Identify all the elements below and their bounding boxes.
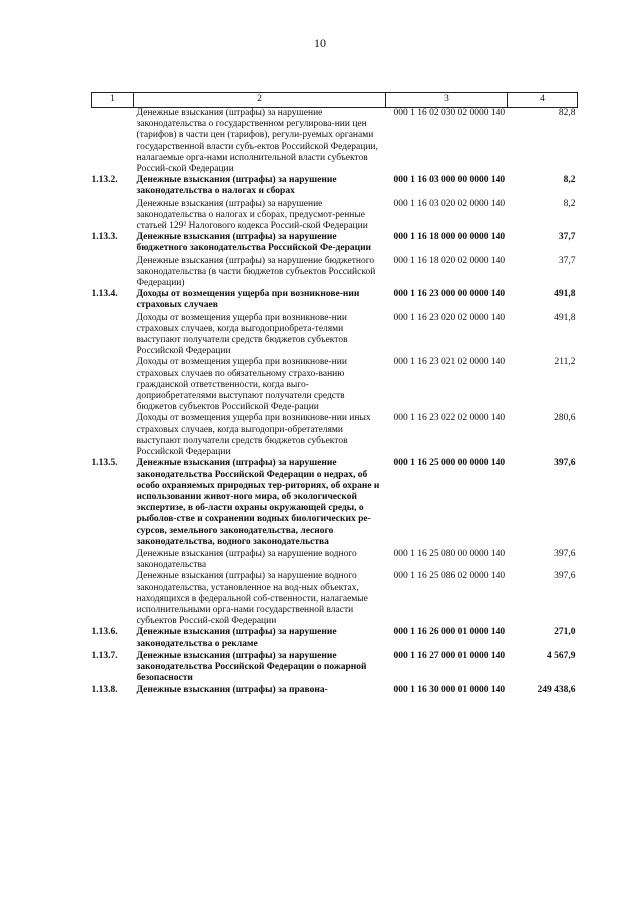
table-row: [92, 571, 578, 627]
classification-code-cell: 000 1 16 23 020 02 0000 140: [393, 312, 506, 323]
classification-code-cell: 000 1 16 03 000 00 0000 140: [393, 175, 506, 186]
column-header-3: 3: [386, 93, 508, 108]
table-header-row: [92, 93, 578, 108]
description-cell: Денежные взыскания (штрафы) за нарушение бюджетного законодательства Российской Фе-дерации: [136, 232, 372, 254]
amount-cell: 4 567,9: [547, 650, 576, 661]
amount-cell: 397,6: [554, 571, 576, 582]
row-number-cell: 1.13.5.: [91, 458, 118, 469]
row-number-cell: 1.13.4.: [91, 289, 118, 300]
table-body: [92, 108, 578, 698]
table-row: [92, 175, 578, 198]
description-cell: Доходы от возмещения ущерба при возникнове-нии страховых случаев: [136, 289, 360, 311]
table-row: [92, 651, 578, 686]
classification-code-cell: 000 1 16 18 000 00 0000 140: [393, 232, 506, 243]
row-number-cell: [92, 549, 134, 571]
column-header-4: 4: [508, 93, 578, 108]
table-row: [92, 357, 578, 413]
table-row: [92, 627, 578, 650]
amount-cell: 37,7: [558, 232, 576, 243]
classification-code-cell: 000 1 16 23 021 02 0000 140: [393, 357, 506, 368]
description-cell: Доходы от возмещения ущерба при возникнове-нии страховых случаев по обязательному страхо-ванию гражданской ответственности, когда выго-доприобретателями выступают получатели средств бюджетов субъектов Российской Феде-рации: [136, 357, 347, 413]
amount-cell: 82,8: [558, 108, 576, 118]
description-cell: Доходы от возмещения ущерба при возникнове-нии иных страховых случаев, когда выгодопри-обретателями выступают получатели средств бюджетов субъектов Российской Федерации: [136, 413, 371, 458]
amount-cell: 397,6: [554, 458, 576, 469]
amount-cell: 8,2: [563, 175, 576, 186]
amount-cell: 397,6: [554, 548, 576, 559]
classification-code-cell: 000 1 16 02 030 02 0000 140: [393, 108, 506, 118]
row-number-cell: 1.13.3.: [91, 232, 118, 243]
amount-cell: 491,8: [554, 312, 576, 323]
description-cell: Денежные взыскания (штрафы) за нарушение законодательства о рекламе: [136, 627, 337, 649]
classification-code-cell: 000 1 16 25 000 00 0000 140: [393, 458, 506, 469]
row-number-cell: [92, 199, 134, 233]
table-row: [92, 685, 578, 697]
table-row: [92, 199, 578, 233]
row-number-cell: 1.13.6.: [91, 627, 118, 638]
description-cell: Денежные взыскания (штрафы) за нарушение законодательства Российской Федерации о недрах, об особо охраняемых природных тер-риториях, об охране и использовании живот-ного мира, об экологической экспертизе, в об-ласти охраны окружающей среды, о рыболов-стве и сохранении водных биологических ре-сурсов, земельного законодательства, лесного законодательства, водного законодательства: [136, 458, 380, 547]
classification-code-cell: 000 1 16 23 022 02 0000 140: [393, 413, 506, 424]
page-number: 10: [314, 36, 326, 50]
table-row: [92, 289, 578, 312]
amount-cell: 8,2: [563, 198, 576, 209]
table-row: [92, 458, 578, 549]
table-row: [92, 108, 578, 176]
table-row: [92, 256, 578, 290]
description-cell: Денежные взыскания (штрафы) за нарушение водного законодательства: [136, 548, 357, 571]
revenue-table: [91, 92, 578, 698]
row-number-cell: [92, 571, 134, 627]
amount-cell: 491,8: [554, 289, 576, 300]
column-header-2: 2: [134, 93, 386, 108]
amount-cell: 271,0: [554, 627, 576, 638]
row-number-cell: 1.13.7.: [91, 650, 118, 661]
classification-code-cell: 000 1 16 18 020 02 0000 140: [393, 255, 506, 266]
row-number-cell: [92, 313, 134, 358]
table-row: [92, 413, 578, 458]
classification-code-cell: 000 1 16 25 086 02 0000 140: [393, 571, 506, 582]
description-cell: Денежные взыскания (штрафы) за правона-: [136, 685, 328, 696]
classification-code-cell: 000 1 16 27 000 01 0000 140: [393, 650, 506, 661]
amount-cell: 211,2: [554, 357, 576, 368]
table-row: [92, 232, 578, 255]
description-cell: Денежные взыскания (штрафы) за нарушение бюджетного законодательства (в части бюджетов субъектов Российской Федерации): [136, 255, 376, 289]
classification-code-cell: 000 1 16 25 080 00 0000 140: [393, 548, 506, 559]
description-cell: Денежные взыскания (штрафы) за нарушение законодательства о государственном регулирова-нии цен (тарифов) в части цен (тарифов), регули-руемых органами государственной власти субъ-ектов Российской Федерации, налагаемые орга-нами исполнительной власти субъектов Россий-ской Федерации: [136, 108, 378, 175]
classification-code-cell: 000 1 16 03 020 02 0000 140: [393, 198, 506, 209]
row-number-cell: [92, 108, 134, 176]
description-cell: Денежные взыскания (штрафы) за нарушение законодательства о налогах и сборах: [136, 175, 337, 197]
column-header-1: 1: [92, 93, 134, 108]
row-number-cell: [92, 357, 134, 413]
table-row: [92, 313, 578, 358]
description-cell: Денежные взыскания (штрафы) за нарушение законодательства Российской Федерации о пожарной безопасности: [136, 650, 367, 684]
row-number-cell: 1.13.2.: [91, 175, 118, 186]
row-number-cell: 1.13.8.: [91, 685, 118, 696]
amount-cell: 280,6: [554, 413, 576, 424]
amount-cell: 249 438,6: [537, 685, 576, 696]
classification-code-cell: 000 1 16 30 000 01 0000 140: [393, 685, 506, 696]
row-number-cell: [92, 256, 134, 290]
description-cell: Денежные взыскания (штрафы) за нарушение водного законодательства, установленное на вод-ных объектах, находящихся в федеральной соб-ственности, налагаемые исполнительными орга-нами государственной власти субъектов Россий-ской Федерации: [136, 571, 368, 627]
classification-code-cell: 000 1 16 26 000 01 0000 140: [393, 627, 506, 638]
classification-code-cell: 000 1 16 23 000 00 0000 140: [393, 289, 506, 300]
amount-cell: 37,7: [558, 255, 576, 266]
table-row: [92, 549, 578, 571]
row-number-cell: [92, 413, 134, 458]
description-cell: Денежные взыскания (штрафы) за нарушение законодательства о налогах и сборах, предусмот-ренные статьей 129² Налогового кодекса Россий-ской Федерации: [136, 198, 368, 232]
description-cell: Доходы от возмещения ущерба при возникнове-нии страховых случаев, когда выгодоприобрета-телями выступают получатели средств бюджетов субъектов Российской Федерации: [136, 312, 348, 357]
